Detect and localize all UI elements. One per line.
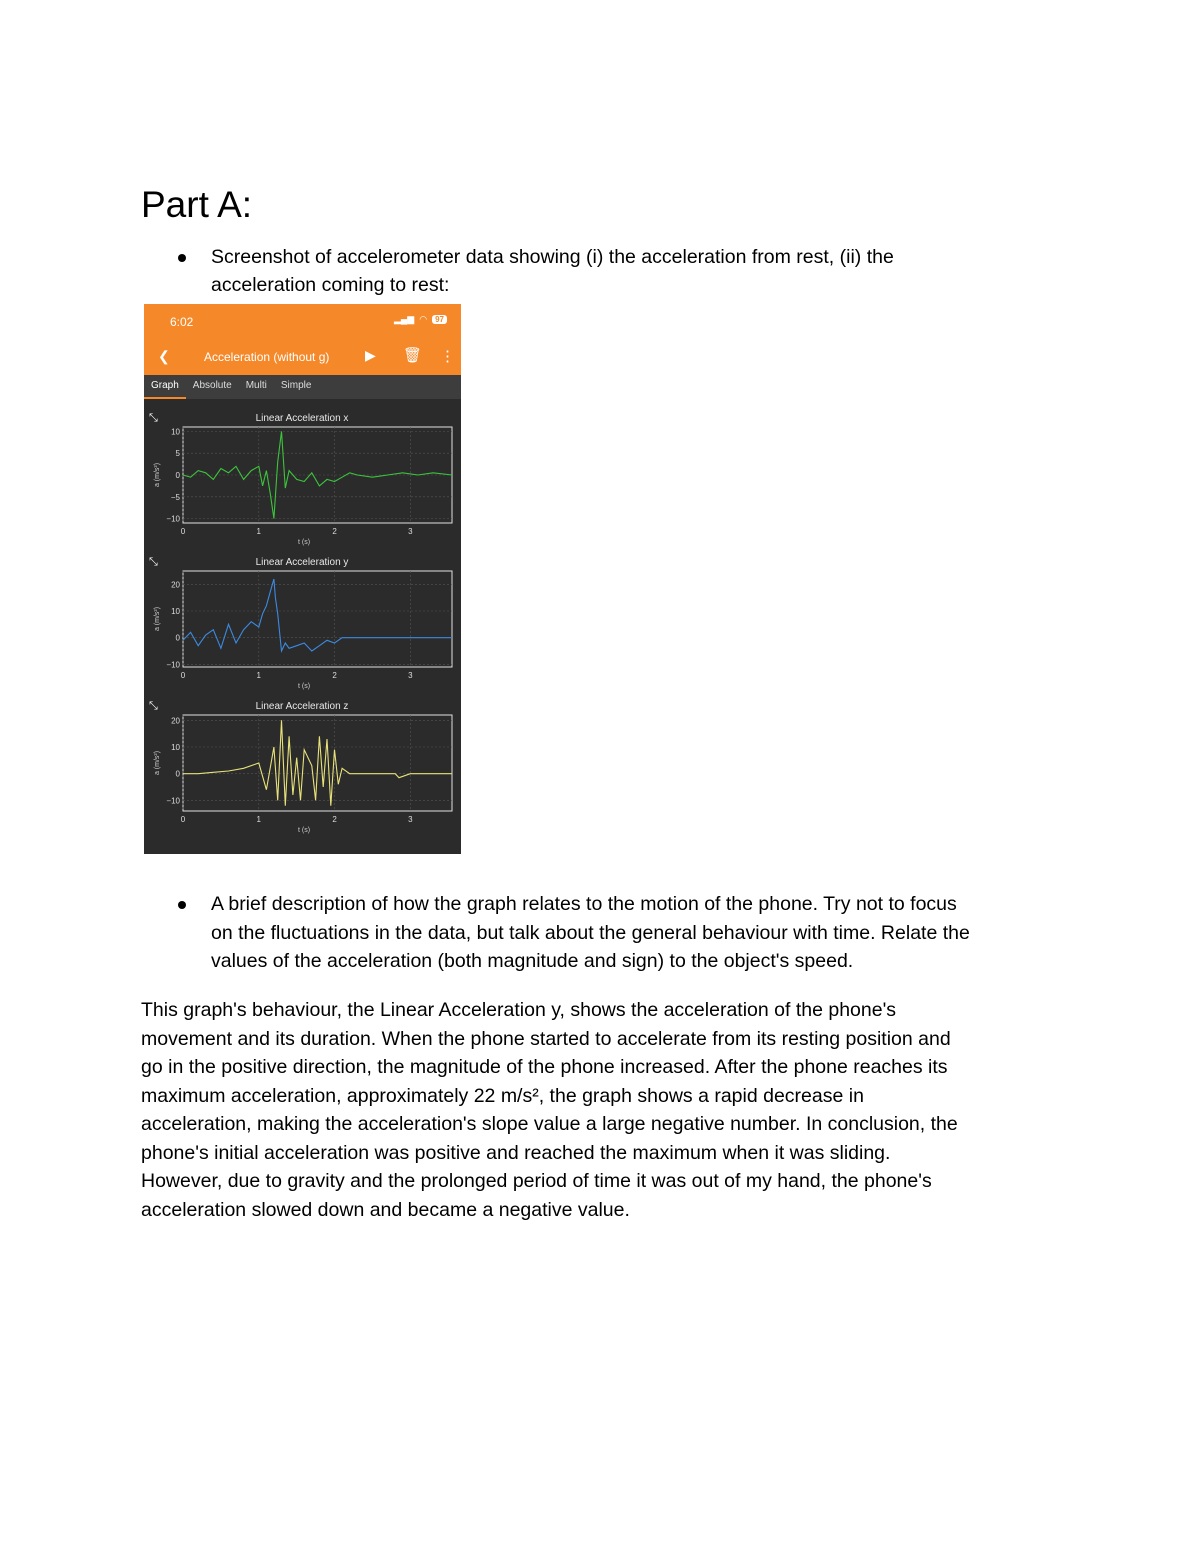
plot-frame bbox=[183, 571, 452, 667]
x-tick-label: 1 bbox=[256, 815, 262, 824]
paragraph-line-2: movement and its duration. When the phone started to accelerate from its resting position and bbox=[141, 1027, 951, 1050]
y-tick-label: 0 bbox=[175, 769, 180, 779]
chart-title: Linear Acceleration y bbox=[255, 557, 349, 568]
tab-graph[interactable]: Graph bbox=[144, 375, 186, 399]
bullet-2-line-1: A brief description of how the graph relates to the motion of the phone. Try not to focus bbox=[211, 893, 957, 915]
x-tick-label: 3 bbox=[408, 815, 413, 824]
y-axis-label: a (m/s²) bbox=[154, 462, 161, 488]
bullet-2-line-3: values of the acceleration (both magnitude and sign) to the object's speed. bbox=[211, 950, 854, 972]
x-tick-label: 1 bbox=[256, 671, 262, 680]
paragraph-line-5: acceleration, making the acceleration's slope value a large negative number. In conclusion, the bbox=[141, 1113, 958, 1135]
y-tick-label: 10 bbox=[171, 427, 180, 437]
y-tick-label: 0 bbox=[175, 633, 180, 643]
y-axis-label: a (m/s²) bbox=[154, 606, 161, 632]
bullet-1-line-1: Screenshot of accelerometer data showing (i) the acceleration from rest, (ii) the bbox=[211, 246, 894, 268]
series-line bbox=[183, 720, 452, 805]
tab-absolute[interactable]: Absolute bbox=[192, 380, 232, 391]
status-time: 6:02 bbox=[170, 315, 194, 329]
y-tick-label: −10 bbox=[166, 796, 180, 806]
expand-icon: ⤡ bbox=[149, 555, 158, 568]
play-icon[interactable]: ▶ bbox=[365, 347, 376, 363]
expand-icon: ⤡ bbox=[149, 411, 158, 424]
x-tick-label: 3 bbox=[408, 671, 413, 680]
y-tick-label: −5 bbox=[170, 492, 180, 502]
expand-icon: ⤡ bbox=[149, 699, 158, 712]
y-tick-label: −10 bbox=[166, 660, 180, 670]
y-tick-label: 0 bbox=[175, 471, 180, 480]
paragraph-line-3: go in the positive direction, the magnitude of the phone increased. After the phone reaches its bbox=[141, 1056, 948, 1078]
x-tick-label: 1 bbox=[256, 527, 262, 536]
phone-screenshot bbox=[144, 304, 461, 854]
bullet-marker-1 bbox=[178, 254, 186, 262]
x-axis-label: t (s) bbox=[297, 539, 311, 546]
part-heading: Part A: bbox=[141, 184, 253, 225]
charts-area bbox=[144, 399, 461, 854]
chart-title: Linear Acceleration z bbox=[255, 701, 349, 712]
back-icon[interactable]: ❮ bbox=[158, 348, 170, 364]
x-tick-label: 0 bbox=[180, 671, 186, 680]
y-tick-label: 20 bbox=[171, 716, 180, 726]
signal-icon: ▂▄▆ bbox=[394, 314, 415, 324]
x-tick-label: 0 bbox=[180, 527, 186, 536]
paragraph-line-6: phone's initial acceleration was positive and reached the maximum when it was sliding. bbox=[141, 1141, 891, 1164]
x-tick-label: 0 bbox=[180, 815, 186, 824]
x-axis-label: t (s) bbox=[297, 683, 311, 690]
paragraph-line-8: acceleration slowed down and became a negative value. bbox=[141, 1198, 630, 1221]
x-tick-label: 2 bbox=[332, 671, 337, 680]
app-bar bbox=[144, 304, 461, 375]
trash-icon[interactable]: 🗑 bbox=[403, 347, 423, 364]
wifi-icon: ◠ bbox=[419, 314, 428, 324]
y-tick-label: 10 bbox=[171, 607, 180, 616]
status-icons bbox=[394, 314, 447, 325]
paragraph-line-7: However, due to gravity and the prolonged period of time it was out of my hand, the phone's bbox=[141, 1170, 932, 1192]
y-axis-label: a (m/s²) bbox=[154, 750, 161, 776]
y-tick-label: −10 bbox=[166, 514, 180, 524]
answer-paragraph bbox=[141, 996, 1061, 1224]
x-tick-label: 2 bbox=[332, 815, 337, 824]
tab-bar bbox=[144, 375, 461, 399]
series-line bbox=[183, 579, 452, 651]
y-tick-label: 20 bbox=[171, 580, 180, 590]
y-tick-label: 5 bbox=[175, 449, 180, 459]
bullet-marker-2 bbox=[178, 901, 186, 909]
x-tick-label: 2 bbox=[332, 527, 337, 536]
paragraph-line-1: This graph's behaviour, the Linear Acceleration y, shows the acceleration of the phone's bbox=[141, 999, 897, 1021]
more-icon[interactable]: ⋮ bbox=[440, 348, 455, 365]
y-tick-label: 10 bbox=[171, 743, 180, 752]
paragraph-line-4: maximum acceleration, approximately 22 m/s², the graph shows a rapid decrease in bbox=[141, 1084, 864, 1107]
battery-icon: 97 bbox=[432, 315, 447, 324]
tab-multi[interactable]: Multi bbox=[245, 380, 267, 391]
bullet-2-line-2: on the fluctuations in the data, but talk about the general behaviour with time. Relate the bbox=[211, 922, 970, 944]
x-axis-label: t (s) bbox=[297, 827, 311, 834]
app-title: Acceleration (without g) bbox=[204, 350, 330, 364]
bullet-1-line-2: acceleration coming to rest: bbox=[211, 274, 450, 296]
x-tick-label: 3 bbox=[408, 527, 413, 536]
tab-simple[interactable]: Simple bbox=[280, 380, 312, 391]
chart-title: Linear Acceleration x bbox=[255, 413, 349, 424]
